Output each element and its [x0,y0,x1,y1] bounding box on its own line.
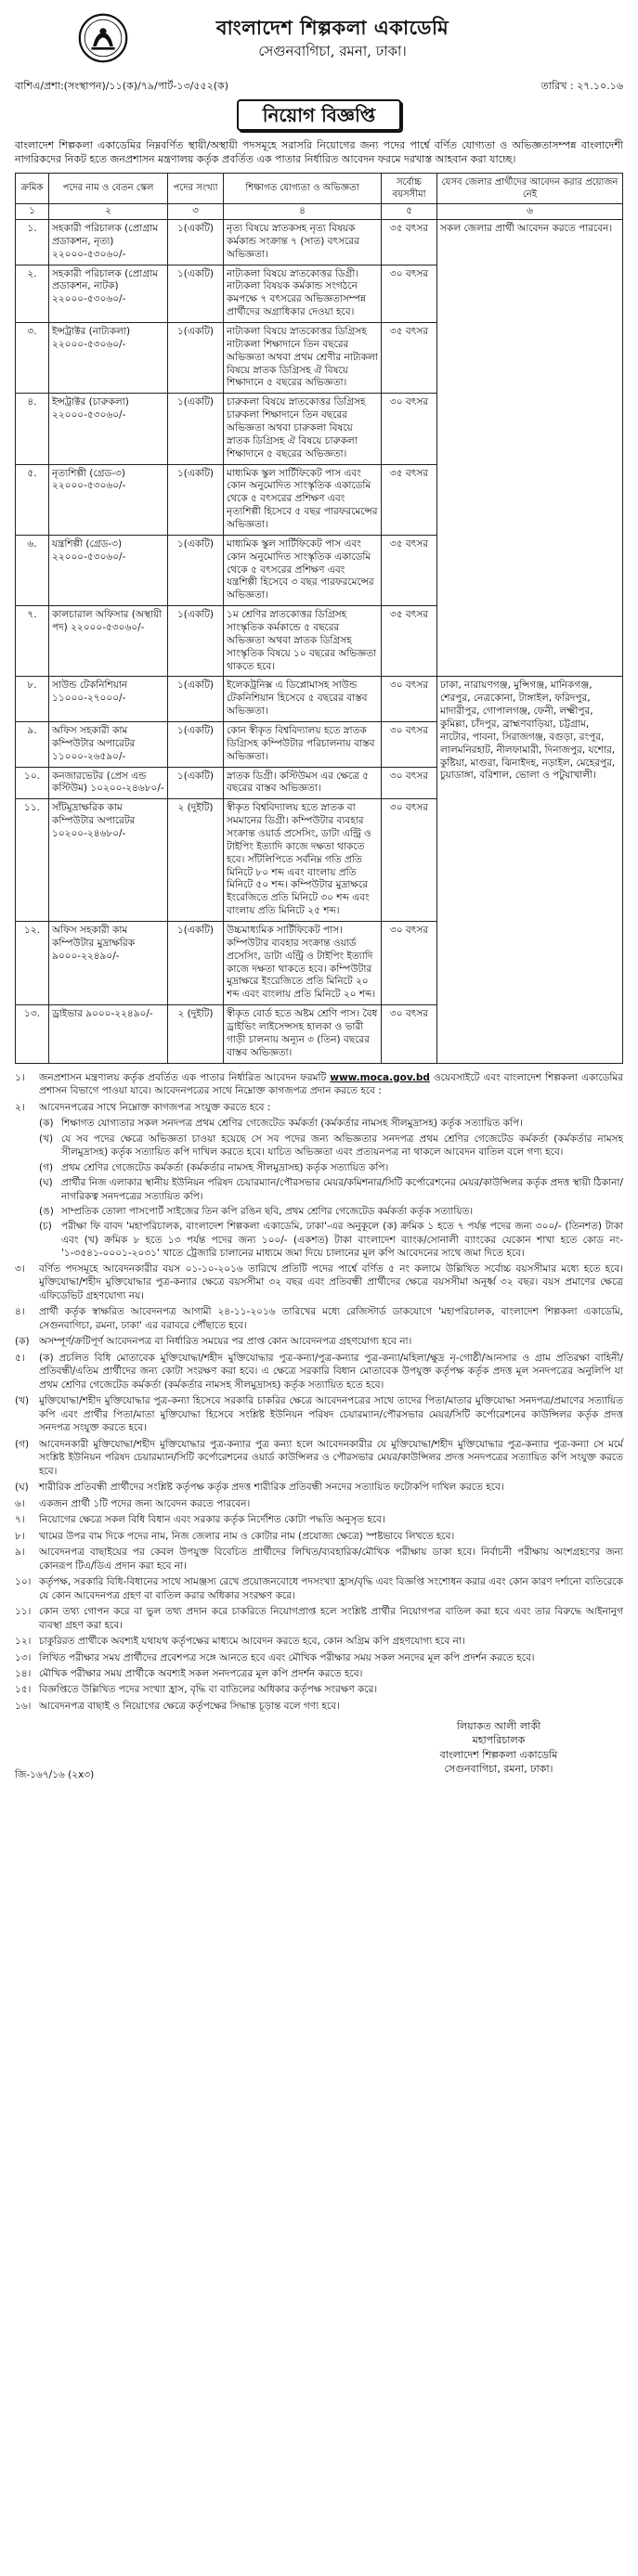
note-text: আবেদনপত্র বাছাইয়ের পর কেবল উপযুক্ত বিবেচিত প্রার্থীদের লিখিত/ব্যবহারিক/মৌখিক পরীক্ষায় ডাকা হবে। নির্বাচনী পরীক্ষায় অংশগ্রহণের জন্য কোনরূপ টিএ/ডিএ প্রদান করা হবে না। [39,1547,623,1572]
intro-paragraph: বাংলাদেশ শিল্পকলা একাডেমির নিম্নবর্ণিত স্থায়ী/অস্থায়ী পদসমূহে সরাসরি নিয়োগের জন্য পদের পার্শ্বে বর্ণিত যোগ্যতা ও অভিজ্ঞতাসম্পন্ন বাংলাদেশী নাগরিকদের নিকট হতে জনপ্রশাসন মন্ত্রণালয় কর্তৃক প্রবর্তিত এক পাতার নির্ধারিত আবেদন ফরমে দরখাস্ত আহবান করা যাচ্ছে। [15,138,623,166]
note-number: ১১। [15,1606,32,1618]
col-header-serial: ক্রমিক [16,173,49,203]
title-wrap [15,99,623,131]
row-post-count: ১(একটি) [168,394,224,464]
note-item [15,1605,623,1632]
note-item [15,1651,623,1664]
row-serial: ২. [16,265,49,322]
row-post-count: ১(একটি) [168,265,224,322]
col-number: ১ [16,204,49,220]
signatory-place: সেগুনবাগিচা, রমনা, ঢাকা। [444,1763,553,1776]
note-item [15,1305,623,1332]
vacancy-table [15,173,623,1064]
organization-block [137,15,527,61]
note-item [15,1546,623,1573]
note-number: ১৬। [15,1700,32,1712]
note-item [15,1438,623,1478]
row-qualification: ইলেকট্রনিক্স এ ডিপ্লোমাসহ সাউন্ড টেকনিশিয়ান হিসেবে ৫ বছরের বাস্তব অভিজ্ঞতা। [224,677,382,722]
note-number: (ঙ) [39,1205,54,1217]
note-number: (খ) [15,1395,30,1407]
note-text: শারীরিক প্রতিবন্ধী প্রার্থীদের সংশ্লিষ্ট কর্তৃপক্ষ কর্তৃক প্রদত্ত শারীরিক প্রতিবন্ধী সনদের সত্যায়িত ফটোকপি দাখিল করতে হবে। [39,1482,504,1494]
row-age-limit: ৩০ বৎসর [382,767,437,799]
note-item [15,1700,623,1713]
note-item [15,1667,623,1680]
note-text: অসম্পূর্ণ/ক্রটিপূর্ণ আবেদনপত্র বা নির্ধারিত সময়ের পর প্রাপ্ত কোন আবেদনপত্র গ্রহণযোগ্য হবে না। [39,1336,412,1348]
row-serial: ৪. [16,394,49,464]
note-number: ৩। [15,1262,25,1275]
row-age-limit: ৩০ বৎসর [382,265,437,322]
note-text: বিজ্ঞপ্তিতে উল্লিখিত পদের সংখ্যা হ্রাস, বৃদ্ধি বা বাতিলের অধিকার কর্তৃপক্ষ সংরক্ষণ করে। [39,1684,378,1696]
note-text: কোন তথ্য গোপন করে বা ভুল তথ্য প্রদান করে চাকরিতে নিয়োগপ্রাপ্ত হলে সংশ্লিষ্ট প্রার্থীর নিয়োগপত্র বাতিল করা হবে এবং তার বিরুদ্ধে আইনানুগ ব্যবস্থা গ্রহণ করা হবে। [39,1606,623,1631]
note-number: (ঘ) [15,1482,29,1494]
note-number: (ঘ) [39,1177,53,1189]
row-post-count: ২ (দুইটি) [168,799,224,922]
row-post-count: ১(একটি) [168,219,224,265]
note-item [15,1530,623,1543]
col-number: ৩ [168,204,224,220]
row-serial: ৩. [16,322,49,393]
row-age-limit: ৩৫ বৎসর [382,219,437,265]
col-number: ৪ [224,204,382,220]
row-serial: ৮. [16,677,49,722]
column-number-row [16,204,623,220]
row-qualification: স্নাতক ডিগ্রী। কস্টিউমস এর ক্ষেত্রে ৫ বছরের বাস্তব অভিজ্ঞতা। [224,767,382,799]
row-qualification: কোন স্বীকৃত বিশ্ববিদ্যালয় হতে স্নাতক ডিগ্রিসহ কম্পিউটার পরিচালনায় বাস্তব অভিজ্ঞতা। [224,722,382,768]
col-header-count: পদের সংখ্যা [168,173,224,203]
notes-list [15,1262,623,1714]
note-number: (গ) [15,1438,30,1450]
note-text: শিক্ষাগত যোগ্যতার সকল সনদপত্র প্রথম শ্রেণির গেজেটেড কর্মকর্তা (কর্মকর্তার নামসহ সীলমুদ্রাসহ) কর্তৃক সত্যায়িত কপি। [61,1118,523,1130]
row-post-name: কালচারাল অফিসার (অস্থায়ী পদ) ২২০০০-৫৩০৬০/- [49,606,168,677]
note-text: চাকুরিরত প্রার্থীকে অবশ্যই যথাযথ কর্তৃপক্ষের মাধ্যমে আবেদন করতে হবে, কোন অগ্রিম কপি গ্রহণযোগ্য হবে না। [39,1636,465,1648]
row-post-name: অফিস সহকারী কাম কম্পিউটার মুদ্রাক্ষরিক ৯০০০-২২৪৯০/- [49,922,168,1005]
row-age-limit: ৩৫ বৎসর [382,322,437,393]
col-header-post: পদের নাম ও বেতন স্কেল [49,173,168,203]
note-text-part: ওয়েবসাইটে এবং বাংলাদেশ শিল্পকলা একাডেমির প্রশাসন বিভাগে পাওয়া যাবে। আবেদনপত্রের সাথে নিম্নোক্ত কাগজপত্র প্রদান করতে হবে : [39,1071,624,1097]
col-number: ২ [49,204,168,220]
note-item [15,1481,623,1494]
row-post-name: ড্রাইভার ৯০০০-২২৪৯০/- [49,1005,168,1063]
row-qualification: স্বীকৃত বিশ্ববিদ্যালয় হতে স্নাতক বা সমমানের ডিগ্রী। কম্পিউটার ব্যবহার সংক্রান্ত ওয়ার্ড প্রসেসিং, ডাটা এন্ট্রি ও টাইপিং ইত্যাদি কাজে দক্ষতা থাকতে হবে। সাঁটলিপিতে সর্বনিম্ন গতি প্রতি মিনিটে ৮০ শব্দ এবং বাংলায় প্রতি মিনিটে ৫০ শব্দ। কম্পিউটার মুদ্রাক্ষরে ইংরেজিতে প্রতি মিনিটে ৩০ শব্দ এবং বাংলায় প্রতি মিনিটে ২৫ শব্দ। [224,799,382,922]
table-header-row [16,173,623,203]
row-age-limit: ৩০ বৎসর [382,799,437,922]
row-qualification: নাট্যকলা বিষয়ে স্নাতকোত্তর ডিগ্রিসহ নাট্যকলা শিক্ষাদানে তিন বছরের অভিজ্ঞতা অথবা প্রথম শ্রেণীর নাট্যকলা বিষয়ে স্নাতক ডিগ্রিসহ ঐ বিষয়ে শিক্ষাদানে ৫ বছরের অভিজ্ঞতা। [224,322,382,393]
signatory-organization: বাংলাদেশ শিল্পকলা একাডেমি [439,1748,558,1761]
row-qualification: মাধ্যমিক স্কুল সার্টিফিকেট পাস এবং কোন অনুমোদিত সাংস্কৃতিক একাডেমি থেকে ৫ বৎসরের প্রশিক্ষণ এবং যন্ত্রশিল্পী হিসেবে ৩ বছর পারফরমেন্সের অভিজ্ঞতা। [224,535,382,605]
row-serial: ১২. [16,922,49,1005]
note-item [15,1513,623,1526]
memo-line [15,80,623,94]
col-header-districts: যেসব জেলার প্রার্থীদের আবেদন করার প্রয়োজন নেই [437,173,623,203]
row-qualification: উচ্চমাধ্যমিক সার্টিফিকেট পাস। কম্পিউটার ব্যবহার সংক্রান্ত ওয়ার্ড প্রসেসিং, ডাটা এন্ট্রি ও টাইপিং ইত্যাদি কাজে দক্ষতা থাকতে হবে। কম্পিউটার মুদ্রাক্ষরে ইংরেজিতে প্রতি মিনিটে ২০ শব্দ এবং বাংলায় প্রতি মিনিটে ২০ শব্দ। [224,922,382,1005]
note-text-part: জনপ্রশাসন মন্ত্রণালয় কর্তৃক প্রবর্তিত এক পাতার নির্ধারিত আবেদন ফরমটি [39,1071,327,1083]
row-post-name: সহকারী পরিচালক (প্রোগ্রাম প্রডাকশন, নাটক) ২২০০০-৫৩০৬০/- [49,265,168,322]
website-link[interactable]: www.moca.gov.bd [330,1071,430,1083]
note-number: ৭। [15,1514,25,1526]
note-text: (ক) প্রচলিত বিধি মোতাবেক মুক্তিযোদ্ধা/শহীদ মুক্তিযোদ্ধার পুত্র-কন্যা/পুত্র-কন্যার পুত্র-কন্যা/মহিলা/ক্ষুদ্র নৃ-গোষ্ঠী/আনসার ও গ্রাম প্রতিরক্ষা বাহিনী/প্রতিবন্ধী/এতিম প্রার্থীদের জন্য কোটা সংরক্ষণ করা হবে। এ ক্ষেত্রে সরকারি বিধান মোতাবেক উপযুক্ত কর্তৃপক্ষ কর্তৃক প্রদত্ত মূল সনদপত্রের অনুলিপি যা প্রথম শ্রেণির গেজেটেড কর্মকর্তা (কর্মকর্তার নামসহ সীলমুদ্রাসহ) কর্তৃক সত্যায়িত হতে হবে। [39,1352,623,1391]
note-item [15,1352,623,1392]
col-header-age: সর্বোচ্চ বয়সসীমা [382,173,437,203]
note-text [39,1071,623,1098]
row-age-limit: ৩০ বৎসর [382,677,437,722]
note-item [39,1133,623,1159]
row-post-name: সহকারী পরিচালক (প্রোগ্রাম প্রডাকশন, নৃত্য) ২২০০০-৫৩০৬০/- [49,219,168,265]
row-post-name: নৃত্যশিল্পী (গ্রেড-৩) ২২০০০-৫৩০৬০/- [49,464,168,535]
col-number: ৫ [382,204,437,220]
row-age-limit: ৩০ বৎসর [382,722,437,768]
row-serial: ৭. [16,606,49,677]
note-text: প্রার্থীর নিজ এলাকার স্থানীয় ইউনিয়ন পরিষদ চেয়ারম্যান/পৌরসভার মেয়র/কমিশনার/সিটি কর্পোরেশনের মেয়র/কাউন্সিলর কর্তৃক প্রদত্ত স্থায়ী ঠিকানা/নাগরিকত্ব সনদপত্রের সত্যায়িত কপি। [61,1177,623,1202]
row-post-count: ১(একটি) [168,322,224,393]
note-text: মুক্তিযোদ্ধা/শহীদ মুক্তিযোদ্ধার পুত্র-কন্যা হিসেবে সরকারি চাকরির ক্ষেত্রে আবেদনপত্রের সাথে তাদের পিতা/মাতার মুক্তিযোদ্ধা সনদপত্র/প্রমাণের সত্যায়িত কপি এবং প্রার্থীর পিতা/মাতা মুক্তিযোদ্ধা হিসেবে সংশ্লিষ্ট ইউনিয়ন পরিষদ চেয়ারম্যান/পৌরসভার মেয়র/সিটি কর্পোরেশনের কাউন্সিলর কর্তৃক প্রদত্ত সনদপত্র সংযুক্ত করতে হবে। [39,1395,623,1434]
note-number: ৯। [15,1547,25,1559]
note-number: (ক) [15,1336,30,1348]
note-item [15,1497,623,1510]
row-qualification: ১ম শ্রেণির স্নাতকোত্তর ডিগ্রিসহ সাংস্কৃতিক কর্মকান্ডে ৫ বছরের অভিজ্ঞতা অথবা স্নাতক ডিগ্রিসহ সাংস্কৃতিক বিষয়ে ১০ বছরের অভিজ্ঞতা থাকতে হবে। [224,606,382,677]
signatory-name: লিয়াকত আলী লাকী [456,1720,541,1732]
row-post-count: ১(একটি) [168,922,224,1005]
note-text: আবেদনপত্রের সাথে নিম্নোক্ত কাগজপত্র সংযুক্ত করতে হবে : [39,1101,271,1113]
row-qualification: মাধ্যমিক স্কুল সার্টিফিকেট পাস এবং কোন অনুমোদিত সাংস্কৃতিক একাডেমি থেকে ৫ বৎসরের প্রশিক্ষণ এবং নৃত্যশিল্পী হিসেবে ৫ বছর পারফরমেন্সের অভিজ্ঞতা। [224,464,382,535]
row-qualification: নাট্যকলা বিষয়ে স্নাতকোত্তর ডিগ্রী। নাট্যকলা বিষয়ক কর্মকান্ড সংগঠনে কমপক্ষে ৭ বৎসরের অভিজ্ঞতাসম্পন্ন প্রার্থীদের অগ্রাধিকার দেওয়া হবে। [224,265,382,322]
signatory-designation: মহাপরিচালক [472,1734,526,1747]
row-qualification: স্বীকৃত বোর্ড হতে অষ্টম শ্রেণি পাস। বৈধ ড্রাইভিং লাইসেন্সসহ হালকা ও ভারী গাড়ী চালনায় অন্যূন ৩ (তিন) বছরের বাস্তব অভিজ্ঞতা। [224,1005,382,1063]
row-excluded-districts: ঢাকা, নারায়ণগঞ্জ, মুন্সিগঞ্জ, মানিকগঞ্জ, শেরপুর, নেত্রকোনা, টাঙ্গাইল, ফরিদপুর, মাদারীপুর, গোপালগঞ্জ, ফেনী, লক্ষ্মীপুর, কুমিল্লা, চাঁদপুর, ব্রাহ্মণবাড়িয়া, চট্টগ্রাম, নাটোর, পাবনা, সিরাজগঞ্জ, বগুড়া, রংপুর, লালমনিরহাট, নীলফামারী, দিনাজপুর, যশোর, কুষ্টিয়া, মাগুরা, ঝিনাইদহ, নড়াইল, মেহেরপুর, চুয়াডাঙ্গা, বরিশাল, ভোলা ও পটুয়াখালী। [437,677,623,1063]
row-qualification: নৃত্য বিষয়ে স্নাতকসহ নৃত্য বিষয়ক কর্মকান্ড সংক্রান্ত ৭ (সাত) বৎসরের অভিজ্ঞতা। [224,219,382,265]
note-text: আবেদনপত্র বাছাই ও নিয়োগের ক্ষেত্রে কর্তৃপক্ষের সিদ্ধান্ত চূড়ান্ত বলে গণ্য হবে। [39,1700,340,1712]
row-post-count: ১(একটি) [168,722,224,768]
note-item [15,1335,623,1348]
note-text: লিখিত পরীক্ষার সময় প্রার্থীদের প্রবেশপত্র সঙ্গে আনতে হবে এবং মৌখিক পরীক্ষার সময় সকল সনদের মূল কপি প্রদর্শন করতে হবে। [39,1651,535,1663]
row-post-name: ইন্সট্রাক্টর (চারুকলা) ২২০০০-৫৩০৬০/- [49,394,168,464]
table-row [16,219,623,265]
row-post-name: কনজারভেটর (প্রেস এন্ড কস্টিউম) ১০২০০-২৪৬৮০/- [49,767,168,799]
note-number: (ক) [39,1118,54,1130]
row-post-count: ২ (দুইটি) [168,1005,224,1063]
note-number: ৪। [15,1306,25,1318]
footer-code: জি-১৬৭/১৬ (২x৩) [15,1769,95,1780]
note-text: কর্তৃপক্ষ, সরকারি বিধি-বিধানের সাথে সামঞ্জস্য রেখে প্রয়োজনবোধে পদসংখ্যা হ্রাস/বৃদ্ধি এবং বিজ্ঞপ্তি সংশোধন করার এবং কোন কারণ দর্শানো ব্যতিরেকে যে কোন আবেদনপত্র গ্রহণ বা বাতিল করার অধিকার সংরক্ষণ করে। [39,1576,623,1601]
row-post-count: ১(একটি) [168,677,224,722]
row-serial: ৯. [16,722,49,768]
row-qualification: চারুকলা বিষয়ে স্নাতকোত্তর ডিগ্রিসহ চারুকলা শিক্ষাদানে তিন বছরের অভিজ্ঞতা অথবা চারুকলা বিষয়ে স্নাতক ডিগ্রিসহ ঐ বিষয়ে চারুকলা শিক্ষাদানে ৫ বছরের অভিজ্ঞতা। [224,394,382,464]
organization-name: বাংলাদেশ শিল্পকলা একাডেমি [215,16,449,39]
note-number: ১। [15,1071,25,1083]
notes-section [15,1071,623,1714]
row-post-name: সাঁটমুদ্রাক্ষরিক কাম কম্পিউটার অপারেটর ১০২০০-২৪৬৮০/- [49,799,168,922]
note-text: সাম্প্রতিক তোলা পাসপোর্ট সাইজের তিন কপি রঙিন ছবি, প্রথম শ্রেণির গেজেটেড কর্মকর্তা কর্তৃক সত্যায়িত। [61,1205,474,1217]
memo-date: তারিখ : ২৭.১০.১৬ [540,80,623,92]
note-number: ১০। [15,1576,32,1588]
note-number: ১২। [15,1636,32,1648]
row-serial: ১৩. [16,1005,49,1063]
note-item [15,1683,623,1696]
table-row [16,677,623,722]
row-post-name: অফিস সহকারী কাম কম্পিউটার অপারেটর ১১০০০-২৬৫৯০/- [49,722,168,768]
note-number: (খ) [39,1133,54,1145]
note-text: খামের উপর বাম দিকে পদের নাম, নিজ জেলার নাম ও কোটার নাম (প্রযোজ্য ক্ষেত্রে) স্পষ্টভাবে লিখতে হবে। [39,1530,455,1542]
note-number: ২। [15,1101,25,1113]
notice-title: নিয়োগ বিজ্ঞপ্তি [237,99,402,131]
note-text: আবেদনকারী মুক্তিযোদ্ধা/শহীদ মুক্তিযোদ্ধার পুত্র-কন্যার পুত্র কন্যা হলে আবেদনকারীর যে মুক্তিযোদ্ধা/শহীদ মুক্তিযোদ্ধার পুত্র-কন্যার পুত্র-কন্যা সে মর্মে সংশ্লিষ্ট ইউনিয়ন পরিষদ চেয়ারম্যান/সিটি কর্পোরেশনের ওয়ার্ড কাউন্সিলর ও পৌরসভার মেয়র/কাউন্সিলর প্রদত্ত সনদপত্রের সত্যায়িত কপি সংযুক্ত করতে হবে। [39,1438,623,1477]
row-serial: ১. [16,219,49,265]
note-item [39,1117,623,1130]
note-text: মৌখিক পরীক্ষার সময় প্রার্থীকে অবশ্যই সকল সনদপত্রের মূল কপি প্রদর্শন করতে হবে। [39,1668,363,1679]
row-post-name: সাউন্ড টেকনিশিয়ান ১১০০০-২৭০০০/- [49,677,168,722]
note-text: বর্ণিত পদসমূহে আবেদনকারীর বয়স ০১-১০-২০১৬ তারিখে প্রতিটি পদের পার্শ্বে বর্ণিত ৫ নং কলামে উল্লিখিত সর্বোচ্চ বয়সসীমার মধ্যে হতে হবে। মুক্তিযোদ্ধা/শহীদ মুক্তিযোদ্ধার পুত্র-কন্যার ক্ষেত্রে বয়সসীমা ৩২ বছর এবং প্রতিবন্ধী প্রার্থীদের ক্ষেত্রে বয়সসীমা অনূর্ধ্ব ৩২ বছর। বয়স প্রমাণের ক্ষেত্রে এফিডেভিট গ্রহণযোগ্য নয়। [39,1262,623,1301]
note-item [39,1205,623,1218]
organization-address: সেগুনবাগিচা, রমনা, ঢাকা। [258,42,407,59]
note-number: (গ) [39,1161,54,1173]
note-item [15,1071,623,1098]
row-post-count: ১(একটি) [168,767,224,799]
note-item [15,1101,623,1114]
notice-header [15,11,623,78]
row-post-name: যন্ত্রশিল্পী (গ্রেড-৩) ২২০০০-৫৩০৬০/- [49,535,168,605]
note-number: ৮। [15,1530,25,1542]
subnotes-list [15,1117,623,1261]
row-post-count: ১(একটি) [168,535,224,605]
note-number: ৫। [15,1352,25,1364]
signature-block [397,1719,601,1777]
row-age-limit: ৩০ বৎসর [382,1005,437,1063]
row-serial: ১০. [16,767,49,799]
row-age-limit: ৩০ বৎসর [382,922,437,1005]
note-text: প্রথম শ্রেণির গেজেটেড কর্মকর্তা (কর্মকর্তার নামসহ সীলমুদ্রাসহ) কর্তৃক সত্যায়িত কপি। [61,1161,389,1173]
note-text: একজন প্রার্থী ১টি পদের জন্য আবেদন করতে পারবেন। [39,1497,251,1509]
note-text: নিয়োগের ক্ষেত্রে সকল বিধি বিধান এবং সরকার কর্তৃক নির্দেশিত কোটা পদ্ধতি অনুসৃত হবে। [39,1514,385,1526]
row-serial: ১১. [16,799,49,922]
row-post-name: ইন্সট্রাক্টর (নাট্যকলা) ২২০০০-৫৩০৬০/- [49,322,168,393]
note-number: ৬। [15,1497,25,1509]
memo-reference: বাশিএ/প্রশা:(সংস্থাপন)/১১(ক)/৭৯/পার্ট-১৩/৫৫২(ক) [15,80,229,92]
note-number: (চ) [39,1221,52,1233]
note-text: পরীক্ষা ফি বাবদ 'মহাপরিচালক, বাংলাদেশ শিল্পকলা একাডেমি, ঢাকা'-এর অনুকূলে (ক) ক্রমিক ১ হতে ৭ পর্যন্ত পদের জন্য ৩০০/- (তিনশত) টাকা এবং (খ) ক্রমিক ৮ হতে ১৩ পর্যন্ত পদের জন্য ১০০/- (একশত) টাকা বাংলাদেশ ব্যাংক/সোনালী ব্যাংকের যেকোন শাখা হতে কোড নং- '১-৩৫৪১-০০০১-২০৩১' খাতে ট্রেজারি চালানের মাধ্যমে জমা দিয়ে চালানের মূল কপি আবেদনের সাথে জমা দিতে হবে। [61,1221,623,1260]
note-item [15,1635,623,1648]
row-serial: ৫. [16,464,49,535]
note-number: ১৪। [15,1668,32,1679]
note-number: ১৩। [15,1651,32,1663]
row-age-limit: ৩৫ বৎসর [382,606,437,677]
note-item [15,1262,623,1302]
row-serial: ৬. [16,535,49,605]
academy-logo-icon [78,13,128,63]
note-number: ১৫। [15,1684,32,1696]
row-age-limit: ৩৫ বৎসর [382,535,437,605]
row-age-limit: ৩৫ বৎসর [382,464,437,535]
row-age-limit: ৩০ বৎসর [382,394,437,464]
note-text: যে সব পদের ক্ষেত্রে অভিজ্ঞতা চাওয়া হয়েছে সে সব পদের জন্য অভিজ্ঞতার সনদপত্র প্রথম শ্রেণির গেজেটেড কর্মকর্তা (কর্মকর্তার নামসহ সীলমুদ্রাসহ) কর্তৃক সত্যায়িত কপি দাখিল করতে হবে। যাচিত অভিজ্ঞতা এবং প্রত্যয়নপত্র না থাকলে আবেদন বাতিল বলে গণ্য হবে। [61,1133,623,1159]
note-item [39,1220,623,1260]
col-number: ৬ [437,204,623,220]
note-item [39,1176,623,1203]
col-header-qualification: শিক্ষাগত যোগ্যতা ও অভিজ্ঞতা [224,173,382,203]
row-excluded-districts: সকল জেলার প্রার্থী আবেদন করতে পারবেন। [437,219,623,677]
note-item [15,1394,623,1434]
note-item [39,1161,623,1174]
note-item [15,1575,623,1602]
note-text: প্রার্থী কর্তৃক স্বাক্ষরিত আবেদনপত্র আগামী ২৪-১১-২০১৬ তারিখের মধ্যে রেজিস্টার্ড ডাকযোগে 'মহাপরিচালক, বাংলাদেশ শিল্পকলা একাডেমি, সেগুনবাগিচা, রমনা, ঢাকা' এর বরাবরে পৌঁছাতে হবে। [39,1306,623,1331]
row-post-count: ১(একটি) [168,606,224,677]
row-post-count: ১(একটি) [168,464,224,535]
